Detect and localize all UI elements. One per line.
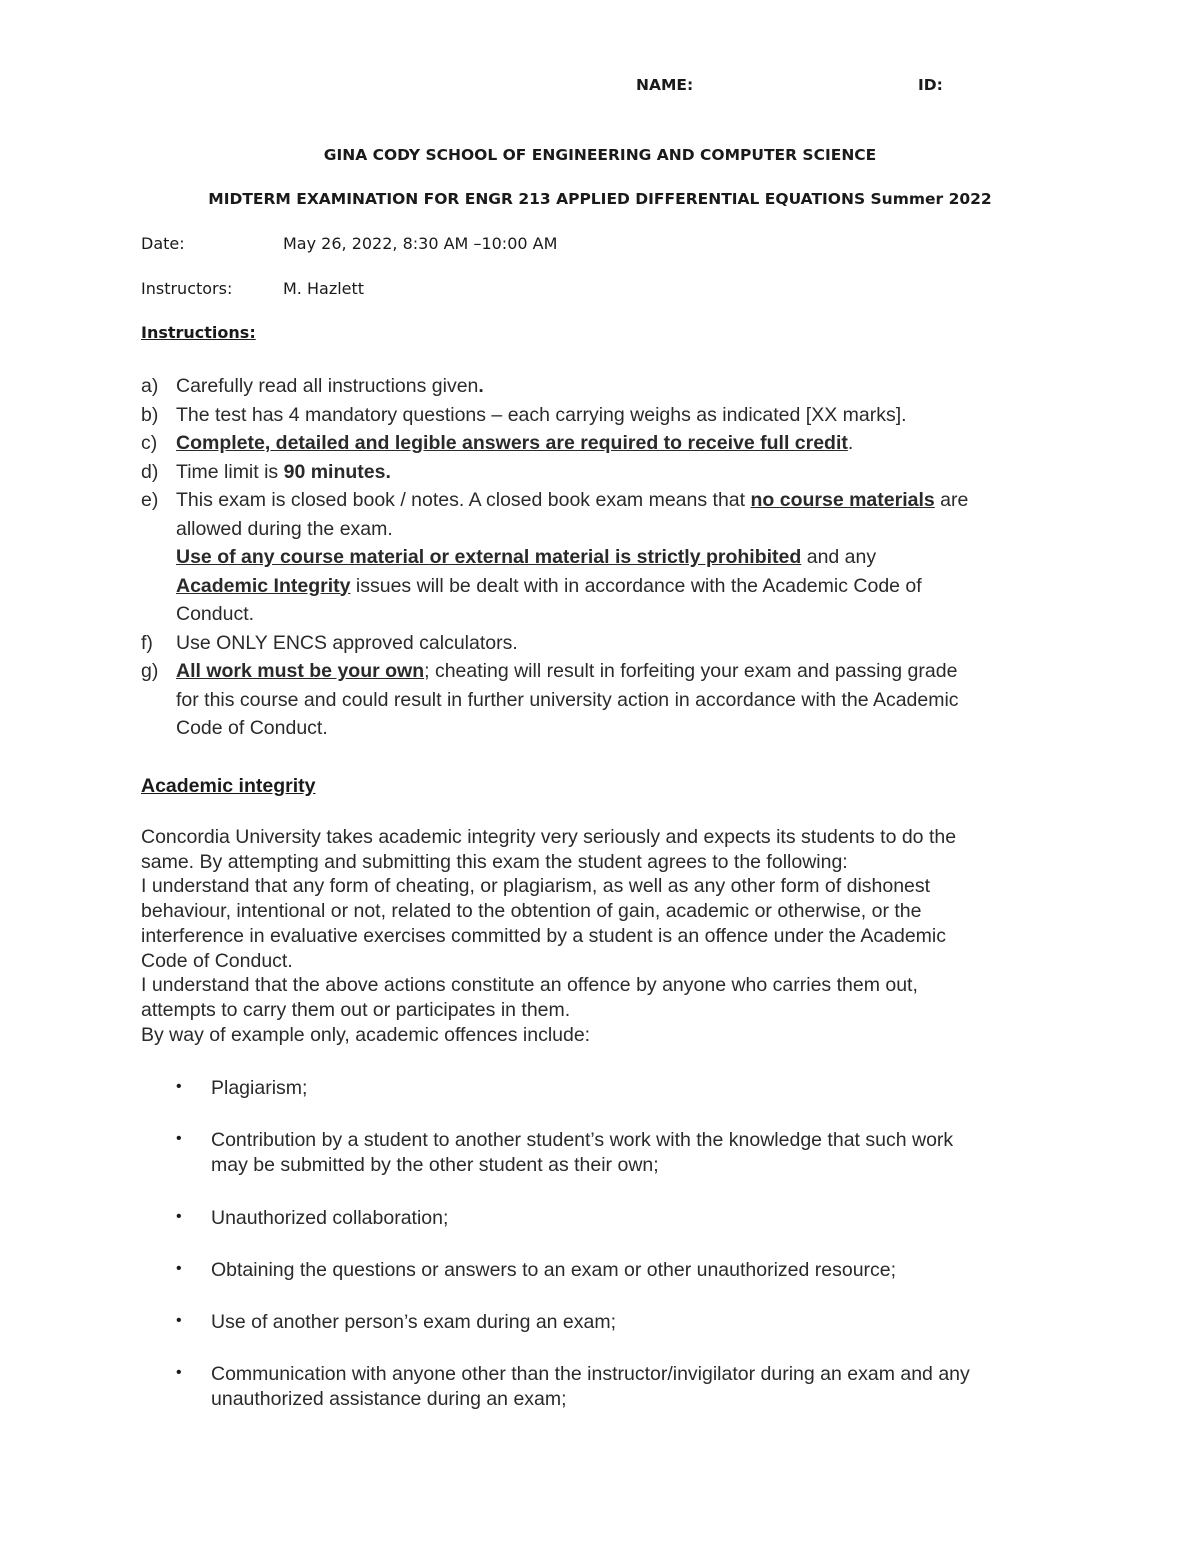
academic-integrity-heading: Academic integrity: [141, 775, 316, 797]
integrity-line: same. By attempting and submitting this exam the student agrees to the following:: [141, 850, 848, 873]
bullet-icon: •: [176, 1364, 182, 1381]
id-label: ID:: [918, 76, 943, 94]
integrity-line: behaviour, intentional or not, related to the obtention of gain, academic or otherwise, or the: [141, 900, 922, 923]
bullet-icon: •: [176, 1208, 182, 1225]
name-label: NAME:: [636, 76, 694, 94]
integrity-line: I understand that any form of cheating, or plagiarism, as well as any other form of dishonest: [141, 875, 931, 898]
instructions-list: a) Carefully read all instructions given. b) The test has 4 mandatory questions – each carrying weighs as indicated [XX marks]. c) Complete, detailed and legible answers are required to receive full credit. d) Time limit is 90 minutes. e) This exam is closed book / notes. A closed book exam means that no course materials are allowed during the exam. Use of any course material or external material is strictly prohibited and any Academic Integrity issues will be dealt with in accordance with the Academic Code of Conduct. f) Use ONLY ENCS approved calculators. g) All work must be your own; cheating will result in forfeiting your exam and passing grade for this course and could result in further university action in accordance with the Academic Code of Conduct.: [141, 375, 969, 739]
integrity-line: I understand that the above actions constitute an offence by anyone who carries them out,: [141, 974, 918, 997]
bullet-icon: •: [176, 1312, 182, 1329]
integrity-line: attempts to carry them out or participates in them.: [141, 998, 571, 1021]
offences-list: • Plagiarism; • Contribution by a student to another student’s work with the knowledge that such work may be submitted by the other student as their own; • Unauthorized collaboration; • Obtaining the questions or answers to an exam or other unauthorized resource; • Use of another person’s exam during an exam; • Communication with anyone other than the instructor/invigilator during an exam and any unauthorized assistance during an exam;: [176, 1077, 970, 1410]
school-name: GINA CODY SCHOOL OF ENGINEERING AND COMPUTER SCIENCE: [323, 146, 877, 164]
integrity-line: Concordia University takes academic integrity very seriously and expects its students to do the: [141, 826, 957, 848]
date-label: Date:: [141, 234, 185, 253]
instructors-value: M. Hazlett: [283, 279, 365, 298]
integrity-paragraph: [141, 825, 1061, 1047]
instructors-label: Instructors:: [141, 279, 233, 298]
date-value: May 26, 2022, 8:30 AM –10:00 AM: [283, 234, 558, 253]
bullet-icon: •: [176, 1130, 182, 1147]
bullet-icon: •: [176, 1078, 182, 1095]
exam-title: MIDTERM EXAMINATION FOR ENGR 213 APPLIED DIFFERENTIAL EQUATIONS Summer 2022: [208, 190, 992, 208]
integrity-line: By way of example only, academic offences include:: [141, 1023, 591, 1046]
instructions-heading: Instructions:: [141, 323, 256, 342]
bullet-icon: •: [176, 1260, 182, 1277]
integrity-line: Code of Conduct.: [141, 949, 293, 972]
integrity-line: interference in evaluative exercises committed by a student is an offence under the Academic: [141, 924, 947, 947]
